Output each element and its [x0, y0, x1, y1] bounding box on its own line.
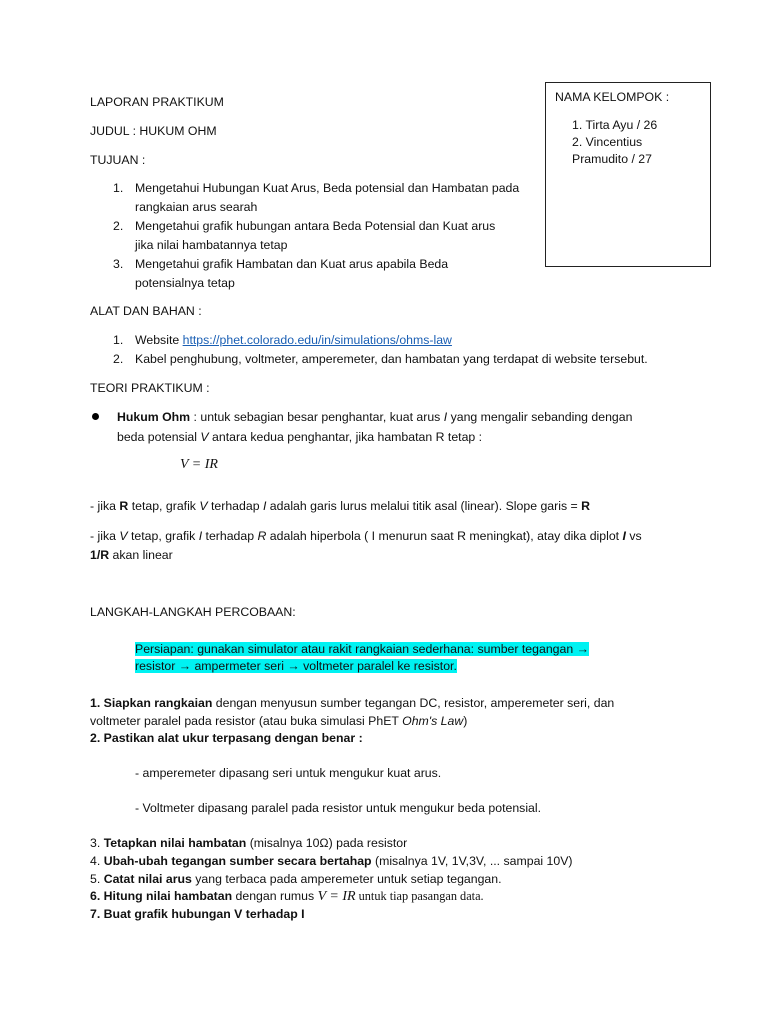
alat-item-1: [113, 331, 452, 349]
list-text: Mengetahui grafik Hambatan dan Kuat arus apabila Beda: [135, 257, 449, 271]
inline-formula: V = IR: [317, 889, 356, 904]
text-run: yang mengalir sebanding dengan: [447, 410, 633, 424]
teori-point-1: [90, 497, 590, 515]
symbol-I: I: [262, 499, 267, 513]
highlight-line: [135, 641, 589, 658]
tujuan-item-1: [113, 179, 519, 197]
symbol-V: V: [119, 529, 128, 543]
highlight-line: [135, 658, 457, 675]
step-1-cont: [90, 712, 467, 730]
list-text: Kabel penghubung, voltmeter, amperemeter, dan hambatan yang terdapat di website tersebut.: [135, 352, 648, 366]
symbol-1-over-R: 1/R: [90, 548, 110, 562]
bullet-icon: [92, 413, 99, 420]
step-2-dash-1: - amperemeter dipasang seri untuk mengukur kuat arus.: [135, 766, 442, 780]
teori-point-2: [90, 527, 642, 545]
group-member: 2. Vincentius: [572, 135, 643, 149]
group-member: Pramudito / 27: [572, 152, 652, 166]
ohm-law-line-2: [117, 428, 482, 446]
step-4: [90, 852, 573, 870]
text-run: dengan menyusun sumber tegangan DC, resistor, amperemeter seri, dan: [212, 696, 615, 710]
step-title: 6. Hitung nilai hambatan: [90, 889, 233, 903]
list-text: jika nilai hambatannya tetap: [135, 238, 288, 252]
report-title: LAPORAN PRAKTIKUM: [90, 95, 224, 109]
alat-item-2: [113, 350, 648, 368]
text-run: (misalnya 1V, 1V,3V, ... sampai 10V): [371, 854, 573, 868]
tujuan-item-2: [113, 217, 495, 235]
step-number: 5.: [90, 872, 104, 886]
langkah-heading: LANGKAH-LANGKAH PERCOBAAN:: [90, 605, 296, 619]
symbol-R: R: [119, 499, 129, 513]
list-text: Mengetahui grafik hubungan antara Beda Potensial dan Kuat arus: [135, 219, 496, 233]
step-7: [90, 905, 305, 923]
ohm-law-line-1: [117, 408, 632, 426]
text-run: yang terbaca pada amperemeter untuk setiap tegangan.: [191, 872, 502, 886]
step-title: 2. Pastikan alat ukur terpasang dengan benar :: [90, 731, 363, 745]
symbol-I: I: [443, 410, 448, 424]
text-run: tetap, grafik: [128, 499, 200, 513]
step-6: [90, 887, 484, 906]
step-title: Catat nilai arus: [103, 872, 192, 886]
step-2: [90, 729, 363, 747]
ohm-formula: V = IR: [180, 457, 218, 472]
text-run: untuk tiap pasangan data.: [355, 889, 484, 903]
text-run: : untuk sebagian besar penghantar, kuat arus: [190, 410, 444, 424]
symbol-V: V: [200, 430, 209, 444]
highlight-text: Persiapan: gunakan simulator atau rakit rangkaian sederhana: sumber tegangan →: [135, 642, 589, 656]
text-run: ): [463, 714, 468, 728]
text-run: Ohm's Law: [402, 714, 464, 728]
phet-link[interactable]: https://phet.colorado.edu/in/simulations/ohms-law: [182, 333, 452, 347]
list-text: Mengetahui Hubungan Kuat Arus, Beda potensial dan Hambatan pada: [135, 181, 520, 195]
list-number: 2.: [113, 352, 124, 366]
list-number: 1.: [113, 333, 124, 347]
text-run: vs: [625, 529, 642, 543]
list-text: Website: [135, 333, 183, 347]
text-run: terhadap: [202, 529, 258, 543]
step-title: Ubah-ubah tegangan sumber secara bertahap: [103, 854, 372, 868]
teori-point-2-cont: [90, 546, 173, 564]
tujuan-item-3: [113, 255, 448, 273]
step-3: [90, 834, 407, 852]
text-run: akan linear: [109, 548, 173, 562]
list-number: 2.: [113, 219, 124, 233]
list-number: 3.: [113, 257, 124, 271]
step-title: Tetapkan nilai hambatan: [103, 836, 247, 850]
list-text: rangkaian arus searah: [135, 200, 258, 214]
group-member: 1. Tirta Ayu / 26: [572, 118, 658, 132]
text-run: adalah hiperbola ( I menurun saat R meningkat), atay dika diplot: [266, 529, 623, 543]
text-run: antara kedua penghantar, jika hambatan R tetap :: [208, 430, 483, 444]
symbol-V: V: [199, 499, 208, 513]
group-members-box: [545, 82, 711, 267]
text-run: dengan rumus: [232, 889, 318, 903]
text-run: tetap, grafik: [127, 529, 199, 543]
teori-heading: TEORI PRAKTIKUM :: [90, 381, 210, 395]
list-text: potensialnya tetap: [135, 276, 235, 290]
symbol-R: R: [257, 529, 267, 543]
step-number: 4.: [90, 854, 104, 868]
text-run: adalah garis lurus melalui titik asal (linear). Slope garis =: [266, 499, 582, 513]
step-1: [90, 694, 614, 712]
step-title: 1. Siapkan rangkaian: [90, 696, 213, 710]
report-subject: JUDUL : HUKUM OHM: [90, 124, 217, 138]
symbol-I: I: [198, 529, 203, 543]
step-number: 3.: [90, 836, 104, 850]
ohm-law-term: Hukum Ohm: [117, 410, 191, 424]
list-number: 1.: [113, 181, 124, 195]
text-run: (misalnya 10Ω) pada resistor: [246, 836, 408, 850]
text-run: - jika: [90, 529, 120, 543]
text-run: - jika: [90, 499, 120, 513]
tujuan-heading: TUJUAN :: [90, 153, 146, 167]
step-title: 7. Buat grafik hubungan V terhadap I: [90, 907, 305, 921]
text-run: terhadap: [207, 499, 263, 513]
symbol-I: I: [622, 529, 626, 543]
group-heading: NAMA KELOMPOK :: [555, 90, 670, 104]
alat-heading: ALAT DAN BAHAN :: [90, 304, 202, 318]
step-5: [90, 870, 502, 888]
symbol-R: R: [581, 499, 591, 513]
text-run: voltmeter paralel pada resistor (atau buka simulasi PhET: [90, 714, 403, 728]
step-2-dash-2: - Voltmeter dipasang paralel pada resistor untuk mengukur beda potensial.: [135, 801, 542, 815]
highlight-text: resistor → ampermeter seri → voltmeter paralel ke resistor.: [135, 659, 457, 673]
text-run: beda potensial: [117, 430, 201, 444]
